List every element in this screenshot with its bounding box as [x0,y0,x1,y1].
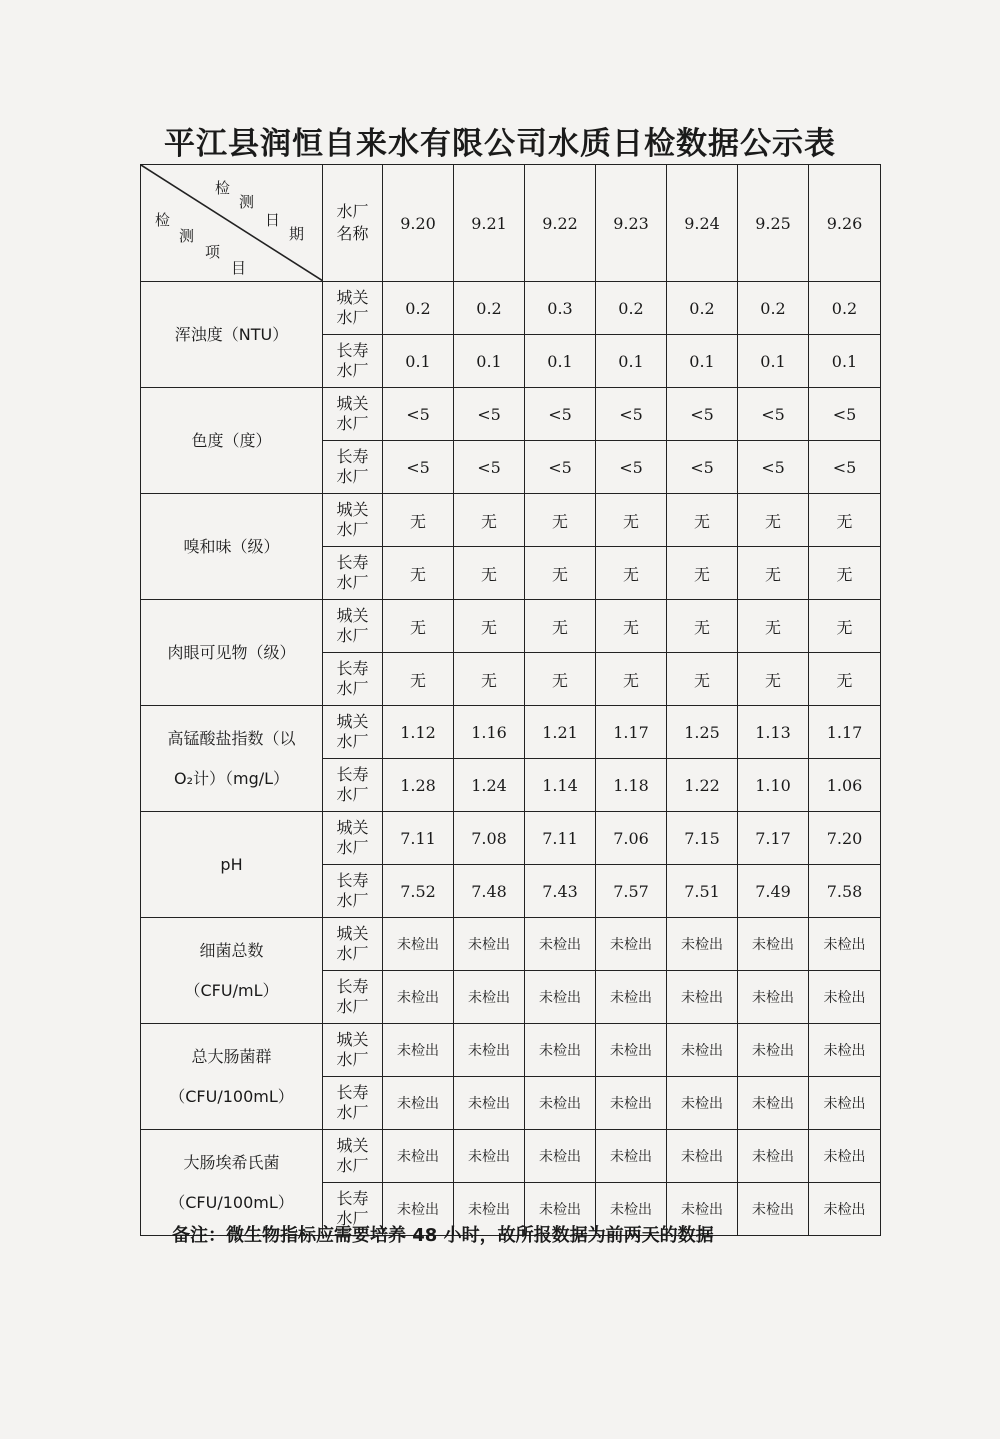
measurement-value: 1.17 [596,706,667,759]
measurement-value: 未检出 [383,1077,454,1130]
measurement-value: 0.2 [454,282,525,335]
plant-name-line2: 水厂 [336,1156,369,1175]
test-item-name-line1: 大肠埃希氏菌 [183,1152,280,1172]
measurement-value: <5 [383,388,454,441]
measurement-value: 无 [383,494,454,547]
measurement-value: 未检出 [809,1130,881,1183]
measurement-value: 无 [454,494,525,547]
measurement-value: 1.10 [738,759,809,812]
measurement-value: 7.58 [809,865,881,918]
date-header: 9.24 [667,165,738,282]
measurement-value: 1.12 [383,706,454,759]
measurement-value: 无 [525,600,596,653]
measurement-value: 无 [738,494,809,547]
corner-dates-char: 期 [289,225,305,243]
test-item-name [141,1130,323,1236]
plant-name-line2: 水厂 [336,679,369,698]
table-row [141,1130,881,1183]
test-item-name-line2: （CFU/mL） [184,980,279,1000]
measurement-value: <5 [454,441,525,494]
test-item-name [141,388,323,494]
measurement-value: 未检出 [596,1077,667,1130]
measurement-value: 无 [596,494,667,547]
measurement-value: 未检出 [738,971,809,1024]
measurement-value: 未检出 [738,1130,809,1183]
measurement-value: 未检出 [454,1183,525,1236]
measurement-value: <5 [809,388,881,441]
table-row [141,706,881,759]
measurement-value: 未检出 [738,1183,809,1236]
plant-name-line1: 长寿 [336,447,369,466]
table-row [141,282,881,335]
measurement-value: 0.1 [454,335,525,388]
measurement-value: 无 [383,653,454,706]
measurement-value: 未检出 [667,918,738,971]
plant-col-line2: 名称 [336,224,369,243]
test-item-name [141,282,323,388]
measurement-value: 未检出 [525,1183,596,1236]
measurement-value: 无 [667,494,738,547]
header-row [141,165,881,282]
measurement-value: 0.1 [738,335,809,388]
plant-name-line1: 城关 [336,1136,369,1155]
measurement-value: 无 [667,547,738,600]
test-item-name-line1: 细菌总数 [199,940,264,960]
plant-name-cell [323,1077,383,1130]
measurement-value: 未检出 [596,1024,667,1077]
measurement-value: 无 [596,653,667,706]
plant-name-line2: 水厂 [336,732,369,751]
corner-dates-char: 日 [265,211,281,229]
corner-items-char: 测 [179,227,195,245]
plant-name-cell [323,547,383,600]
test-item-name [141,494,323,600]
measurement-value: 1.21 [525,706,596,759]
measurement-value: 未检出 [809,1183,881,1236]
measurement-value: 7.43 [525,865,596,918]
date-header: 9.20 [383,165,454,282]
measurement-value: 无 [738,600,809,653]
table-row [141,494,881,547]
measurement-value: 7.57 [596,865,667,918]
measurement-value: 未检出 [525,1024,596,1077]
plant-name-line1: 城关 [336,818,369,837]
measurement-value: 1.17 [809,706,881,759]
measurement-value: 7.51 [667,865,738,918]
corner-dates-char: 测 [239,193,255,211]
measurement-value: <5 [667,388,738,441]
measurement-value: 7.06 [596,812,667,865]
measurement-value: 未检出 [738,1024,809,1077]
measurement-value: 未检出 [525,971,596,1024]
plant-name-line2: 水厂 [336,467,369,486]
measurement-value: 未检出 [809,1077,881,1130]
measurement-value: 无 [667,600,738,653]
date-header: 9.22 [525,165,596,282]
plant-name-cell [323,653,383,706]
measurement-value: 无 [454,547,525,600]
measurement-value: 1.24 [454,759,525,812]
table-row [141,812,881,865]
measurement-value: 0.1 [596,335,667,388]
measurement-value: 1.25 [667,706,738,759]
measurement-value: 0.3 [525,282,596,335]
plant-name-cell [323,441,383,494]
measurement-value: 无 [809,494,881,547]
date-header: 9.25 [738,165,809,282]
measurement-value: <5 [525,388,596,441]
measurement-value: 无 [383,547,454,600]
measurement-value: 未检出 [525,1130,596,1183]
plant-name-line1: 城关 [336,500,369,519]
measurement-value: 1.22 [667,759,738,812]
table-row [141,600,881,653]
corner-items-char: 检 [155,211,171,229]
measurement-value: 0.2 [738,282,809,335]
plant-name-line1: 长寿 [336,871,369,890]
measurement-value: 无 [809,653,881,706]
measurement-value: 0.2 [596,282,667,335]
measurement-value: 无 [383,600,454,653]
test-item-name-line2: O₂计）（mg/L） [173,768,290,788]
test-item-name-line1: 浑浊度（NTU） [174,324,289,344]
corner-dates-char: 检 [215,179,231,197]
plant-name-cell [323,1024,383,1077]
plant-name-line1: 长寿 [336,1083,369,1102]
plant-name-line1: 长寿 [336,659,369,678]
plant-name-cell [323,1130,383,1183]
measurement-value: <5 [525,441,596,494]
plant-name-line1: 城关 [336,288,369,307]
measurement-value: 7.15 [667,812,738,865]
measurement-value: 无 [667,653,738,706]
test-item-name [141,1024,323,1130]
plant-name-line2: 水厂 [336,785,369,804]
date-header: 9.26 [809,165,881,282]
plant-name-line2: 水厂 [336,1209,369,1228]
measurement-value: 未检出 [454,1024,525,1077]
page-title: 平江县润恒自来水有限公司水质日检数据公示表 [164,126,836,162]
measurement-value: 1.18 [596,759,667,812]
measurement-value: <5 [596,441,667,494]
measurement-value: 未检出 [596,971,667,1024]
measurement-value: 7.11 [525,812,596,865]
measurement-value: 1.13 [738,706,809,759]
plant-name-cell [323,759,383,812]
measurement-value: <5 [738,441,809,494]
measurement-value: <5 [738,388,809,441]
table-row [141,1024,881,1077]
measurement-value: 0.2 [809,282,881,335]
plant-name-cell [323,494,383,547]
measurement-value: 未检出 [667,1077,738,1130]
measurement-value: 未检出 [738,918,809,971]
measurement-value: 无 [525,547,596,600]
plant-col-line1: 水厂 [336,202,369,221]
measurement-value: 未检出 [738,1077,809,1130]
plant-name-line1: 长寿 [336,977,369,996]
measurement-value: 未检出 [596,918,667,971]
measurement-value: <5 [383,441,454,494]
date-header: 9.23 [596,165,667,282]
measurement-value: 1.14 [525,759,596,812]
measurement-value: 未检出 [667,1130,738,1183]
measurement-value: 未检出 [454,971,525,1024]
measurement-value: <5 [596,388,667,441]
plant-name-line2: 水厂 [336,308,369,327]
measurement-value: 未检出 [454,1130,525,1183]
plant-name-line1: 长寿 [336,553,369,572]
measurement-value: 无 [525,653,596,706]
plant-name-cell [323,971,383,1024]
plant-name-cell [323,865,383,918]
test-item-name-line2: （CFU/100mL） [169,1192,294,1212]
measurement-value: 7.08 [454,812,525,865]
measurement-value: 无 [809,600,881,653]
measurement-value: 无 [454,600,525,653]
measurement-value: <5 [454,388,525,441]
measurement-value: 7.11 [383,812,454,865]
measurement-value: 未检出 [809,918,881,971]
measurement-value: 0.2 [383,282,454,335]
test-item-name-line1: 高锰酸盐指数（以 [167,728,296,748]
measurement-value: 7.17 [738,812,809,865]
measurement-value: 未检出 [667,971,738,1024]
plant-name-line2: 水厂 [336,944,369,963]
corner-items-char: 目 [231,259,247,277]
water-quality-table [140,164,881,1236]
plant-name-line1: 长寿 [336,1189,369,1208]
plant-name-line1: 城关 [336,394,369,413]
measurement-value: 未检出 [383,1130,454,1183]
test-item-name [141,600,323,706]
measurement-value: 未检出 [809,1024,881,1077]
measurement-value: 1.16 [454,706,525,759]
plant-name-line1: 长寿 [336,765,369,784]
measurement-value: 7.20 [809,812,881,865]
measurement-value: 7.48 [454,865,525,918]
measurement-value: 未检出 [383,1024,454,1077]
measurement-value: 无 [738,653,809,706]
measurement-value: 无 [809,547,881,600]
measurement-value: 1.28 [383,759,454,812]
table-row [141,918,881,971]
test-item-name-line2: （CFU/100mL） [169,1086,294,1106]
plant-name-line1: 城关 [336,924,369,943]
diagonal-header-cell [141,165,323,282]
test-item-name-line1: 色度（度） [191,430,272,450]
plant-name-line2: 水厂 [336,361,369,380]
test-item-name-line1: 嗅和味（级） [183,536,280,556]
plant-name-line1: 城关 [336,606,369,625]
measurement-value: 无 [525,494,596,547]
measurement-value: 未检出 [454,1077,525,1130]
plant-name-line2: 水厂 [336,414,369,433]
table-row [141,388,881,441]
measurement-value: 未检出 [383,971,454,1024]
measurement-value: 未检出 [667,1183,738,1236]
measurement-value: 未检出 [667,1024,738,1077]
measurement-value: 1.06 [809,759,881,812]
test-item-name [141,706,323,812]
plant-name-cell [323,388,383,441]
plant-name-cell [323,600,383,653]
plant-name-line2: 水厂 [336,997,369,1016]
measurement-value: 无 [596,547,667,600]
plant-name-cell [323,812,383,865]
measurement-value: 无 [596,600,667,653]
measurement-value: 0.1 [667,335,738,388]
measurement-value: 未检出 [809,971,881,1024]
measurement-value: 未检出 [454,918,525,971]
measurement-value: 未检出 [383,1183,454,1236]
test-item-name-line1: 总大肠菌群 [191,1046,272,1066]
plant-name-cell [323,335,383,388]
measurement-value: 0.1 [809,335,881,388]
test-item-name-line1: pH [220,854,243,874]
plant-name-line1: 城关 [336,1030,369,1049]
measurement-value: 0.1 [383,335,454,388]
measurement-value: 0.1 [525,335,596,388]
measurement-value: 未检出 [383,918,454,971]
plant-name-line1: 长寿 [336,341,369,360]
measurement-value: 未检出 [525,918,596,971]
plant-name-cell [323,282,383,335]
plant-name-column-header [323,165,383,282]
measurement-value: <5 [667,441,738,494]
plant-name-line2: 水厂 [336,626,369,645]
measurement-value: 0.2 [667,282,738,335]
measurement-value: 无 [454,653,525,706]
measurement-value: 7.52 [383,865,454,918]
plant-name-line2: 水厂 [336,573,369,592]
plant-name-line2: 水厂 [336,891,369,910]
plant-name-cell [323,918,383,971]
corner-items-char: 项 [205,243,221,261]
measurement-value: 未检出 [596,1183,667,1236]
measurement-value: 未检出 [525,1077,596,1130]
measurement-value: 无 [738,547,809,600]
plant-name-line2: 水厂 [336,520,369,539]
plant-name-line2: 水厂 [336,1103,369,1122]
date-header: 9.21 [454,165,525,282]
plant-name-line2: 水厂 [336,1050,369,1069]
test-item-name-line1: 肉眼可见物（级） [167,642,296,662]
plant-name-cell [323,706,383,759]
plant-name-line2: 水厂 [336,838,369,857]
measurement-value: 未检出 [596,1130,667,1183]
measurement-value: 7.49 [738,865,809,918]
plant-name-line1: 城关 [336,712,369,731]
measurement-value: <5 [809,441,881,494]
test-item-name [141,918,323,1024]
test-item-name [141,812,323,918]
footnote: 备注：微生物指标应需要培养 48 小时，故所报数据为前两天的数据 [172,1225,714,1246]
